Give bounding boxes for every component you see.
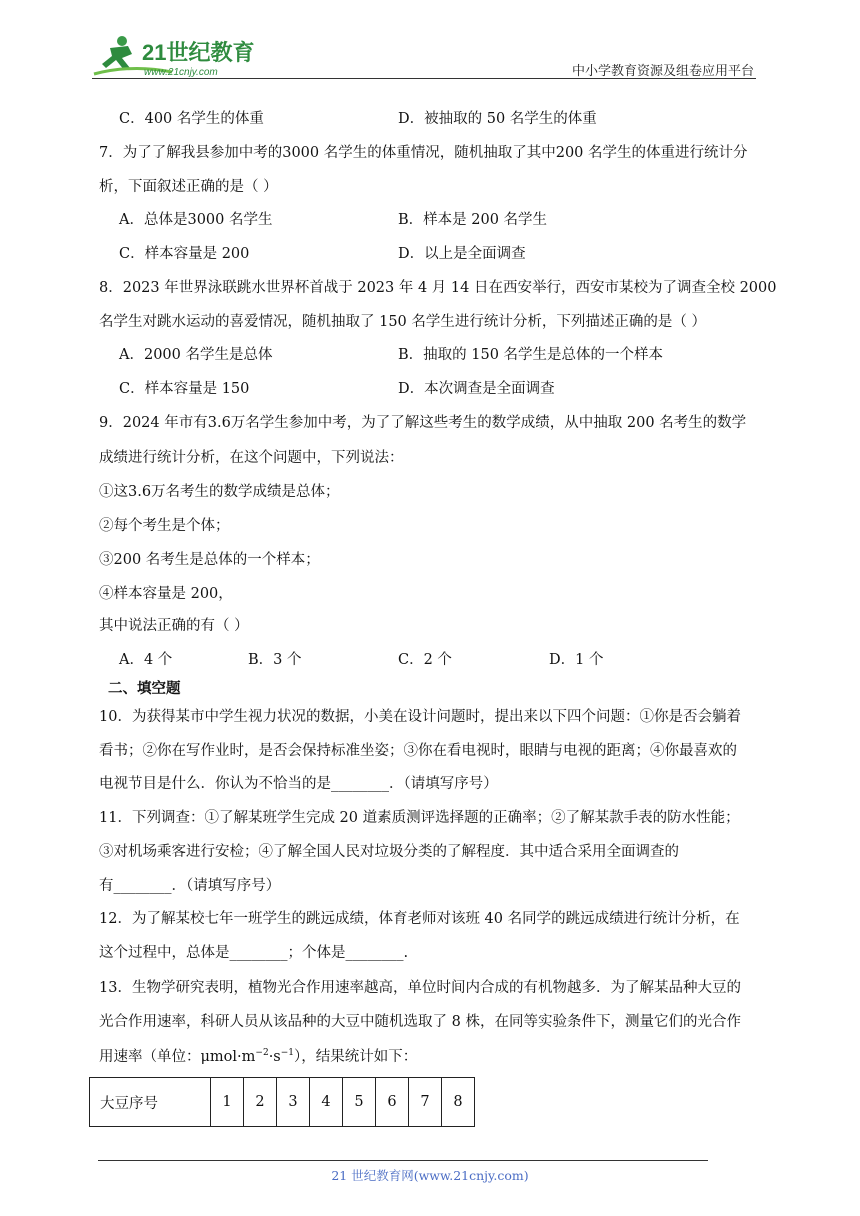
logo-main-text: 21世纪教育 — [142, 40, 255, 65]
question-11-line3: 有________．（请填写序号） — [99, 878, 281, 894]
unit-exponent-s: −1 — [280, 1048, 295, 1059]
option-8d: D．本次调查是全面调查 — [398, 381, 555, 397]
statement-3: ③200 名考生是总体的一个样本； — [99, 552, 320, 568]
platform-title: 中小学教育资源及组卷应用平台 — [571, 64, 754, 79]
footer-divider — [98, 1160, 708, 1161]
question-13: 13．生物学研究表明，植物光合作用速率越高，单位时间内合成的有机物越多．为了解某品种大豆的 — [99, 980, 741, 996]
option-7c: C．样本容量是 200 — [119, 246, 250, 262]
option-8b: B．抽取的 150 名学生是总体的一个样本 — [398, 347, 664, 363]
question-7-line2: 析，下面叙述正确的是（ ） — [99, 179, 278, 195]
unit-part-mol-m: μmol·m — [200, 1049, 256, 1065]
table-cell: 3 — [277, 1078, 310, 1127]
option-6d: D．被抽取的 50 名学生的体重 — [398, 111, 597, 127]
question-13-line3-suffix: ），结果统计如下： — [294, 1049, 418, 1065]
option-7d: D．以上是全面调查 — [398, 246, 526, 262]
soybean-table — [89, 1077, 475, 1127]
option-9d: D．1 个 — [549, 652, 604, 668]
question-13-line2: 光合作用速率，科研人员从该品种的大豆中随机选取了 8 株，在同等实验条件下，测量它们的光合作 — [99, 1014, 741, 1030]
table-row — [90, 1078, 475, 1127]
option-9a: A．4 个 — [119, 652, 173, 668]
question-10-line2: 看书；②你在写作业时，是否会保持标准坐姿；③你在看电视时，眼睛与电视的距离；④你最喜欢的 — [99, 743, 737, 759]
question-10-line3: 电视节目是什么．你认为不恰当的是________．（请填写序号） — [99, 776, 498, 792]
question-12-line2: 这个过程中，总体是________；个体是________. — [99, 945, 409, 961]
option-7b: B．样本是 200 名学生 — [398, 212, 548, 228]
table-header-cell: 大豆序号 — [90, 1078, 211, 1127]
table-cell: 2 — [244, 1078, 277, 1127]
option-8c: C．样本容量是 150 — [119, 381, 250, 397]
option-6c: C．400 名学生的体重 — [119, 111, 264, 127]
logo-url-text: www.21cnjy.com — [144, 67, 218, 78]
question-13-line3-prefix: 用速率（单位： — [99, 1049, 201, 1065]
table-cell: 1 — [211, 1078, 244, 1127]
question-11-line2: ③对机场乘客进行安检；④了解全国人民对垃圾分类的了解程度．其中适合采用全面调查的 — [99, 844, 679, 860]
question-9-line2: 成绩进行统计分析，在这个问题中，下列说法： — [99, 450, 404, 466]
table-cell: 8 — [442, 1078, 475, 1127]
table-cell: 7 — [409, 1078, 442, 1127]
table-cell: 5 — [343, 1078, 376, 1127]
question-10: 10．为获得某市中学生视力状况的数据，小美在设计问题时，提出来以下四个问题：①你是否会躺着 — [99, 709, 741, 725]
table-cell: 4 — [310, 1078, 343, 1127]
section-heading: 二、填空题 — [108, 680, 181, 697]
table-cell: 6 — [376, 1078, 409, 1127]
unit-exponent-m: −2 — [255, 1048, 269, 1059]
option-9c: C．2 个 — [398, 652, 452, 668]
unit-formula — [201, 1049, 295, 1065]
unit-part-s: ·s — [268, 1049, 281, 1065]
option-7a: A．总体是3000 名学生 — [119, 212, 273, 228]
question-13-line3 — [99, 1045, 417, 1066]
question-12: 12．为了解某校七年一班学生的跳远成绩，体育老师对该班 40 名同学的跳远成绩进行统计分析，在 — [99, 911, 740, 927]
question-9-prompt: 其中说法正确的有（ ） — [99, 618, 249, 634]
question-9: 9．2024 年市有3.6万名学生参加中考，为了了解这些考生的数学成绩，从中抽取 200 名考生的数学 — [99, 415, 747, 431]
statement-4: ④样本容量是 200， — [99, 586, 233, 602]
option-9b: B．3 个 — [248, 652, 302, 668]
option-8a: A．2000 名学生是总体 — [119, 347, 273, 363]
statement-1: ①这3.6万名考生的数学成绩是总体； — [99, 484, 340, 500]
site-logo — [92, 34, 262, 80]
question-8: 8．2023 年世界泳联跳水世界杯首战于 2023 年 4 月 14 日在西安举行，西安市某校为了调查全校 2000 — [99, 280, 777, 296]
footer-link[interactable]: 21 世纪教育网(www.21cnjy.com) — [331, 1168, 529, 1183]
question-8-line2: 名学生对跳水运动的喜爱情况，随机抽取了 150 名学生进行统计分析，下列描述正确的是（ ） — [99, 314, 706, 330]
header-divider — [92, 78, 756, 79]
question-7: 7．为了了解我县参加中考的3000 名学生的体重情况，随机抽取了其中200 名学生的体重进行统计分 — [99, 145, 748, 161]
question-11: 11．下列调查：①了解某班学生完成 20 道素质测评选择题的正确率；②了解某款手表的防水性能； — [99, 810, 740, 826]
statement-2: ②每个考生是个体； — [99, 518, 230, 534]
